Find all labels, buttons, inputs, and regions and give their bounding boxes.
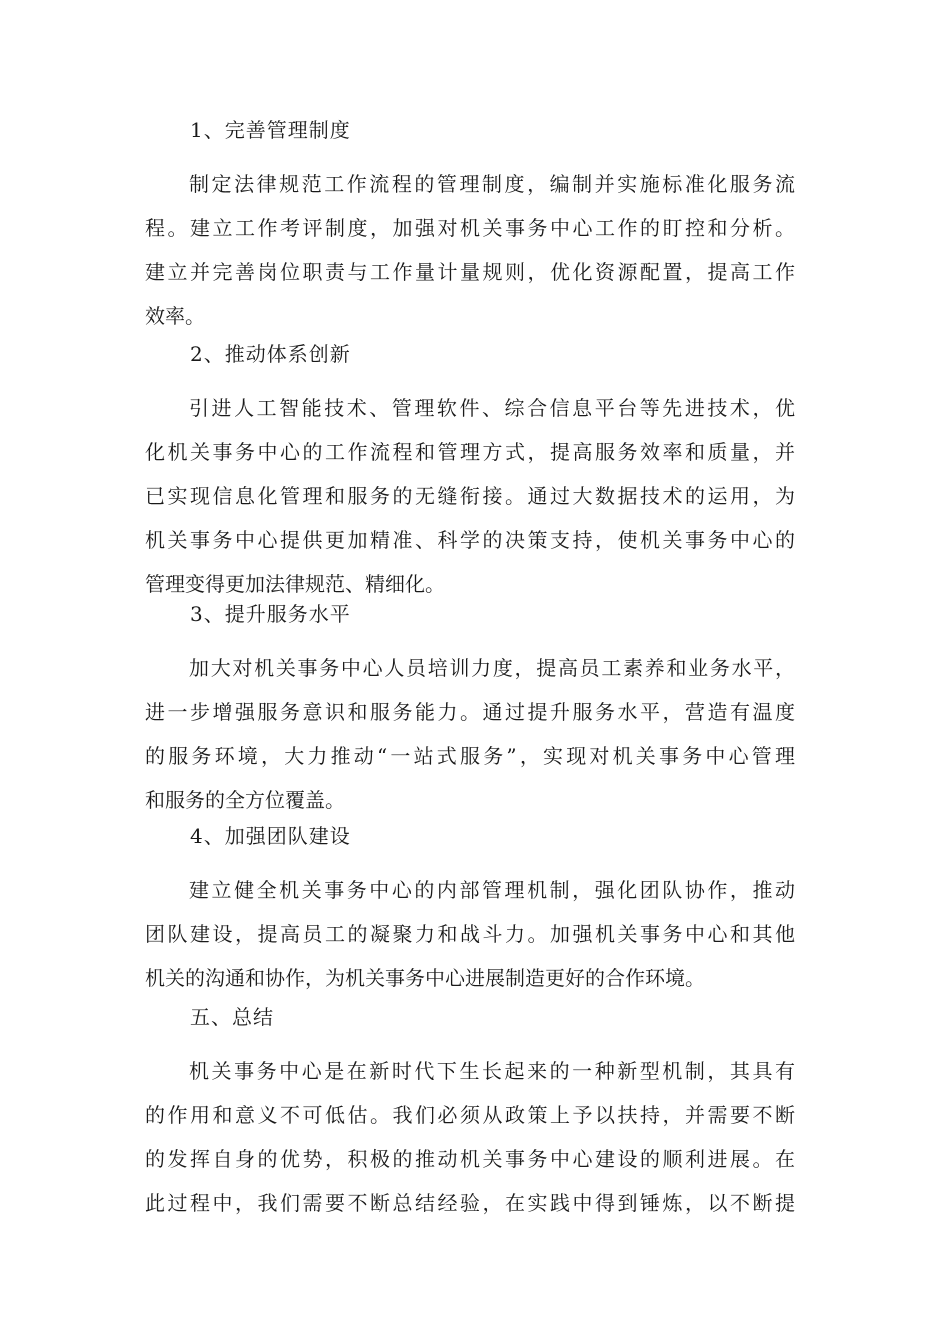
paragraph-line: 此过程中，我们需要不断总结经验，在实践中得到锤炼，以不断提 [145,1191,795,1215]
section-heading-4: 4、加强团队建设 [190,824,351,848]
paragraph-line: 建立健全机关事务中心的内部管理机制，强化团队协作，推动 [189,878,795,902]
paragraph-line: 制定法律规范工作流程的管理制度，编制并实施标准化服务流 [189,172,795,196]
section-heading-1: 1、完善管理制度 [190,118,351,142]
section-paragraph-1 [145,162,795,338]
paragraph-line: 的服务环境，大力推动“一站式服务”，实现对机关事务中心管理 [145,744,795,768]
section-paragraph-4 [145,868,795,1000]
paragraph-line: 引进人工智能技术、管理软件、综合信息平台等先进技术，优 [189,396,795,420]
paragraph-line: 机关事务中心提供更加精准、科学的决策支持，使机关事务中心的 [145,528,795,552]
paragraph-line: 管理变得更加法律规范、精细化。 [145,572,445,596]
section-paragraph-2 [145,386,795,606]
section-heading-5: 五、总结 [190,1005,274,1029]
paragraph-line: 加大对机关事务中心人员培训力度，提高员工素养和业务水平， [189,656,795,680]
paragraph-line: 程。建立工作考评制度，加强对机关事务中心工作的盯控和分析。 [145,216,795,240]
paragraph-line: 的作用和意义不可低估。我们必须从政策上予以扶持，并需要不断 [145,1103,795,1127]
paragraph-line: 的发挥自身的优势，积极的推动机关事务中心建设的顺利进展。在 [145,1147,795,1171]
paragraph-line: 化机关事务中心的工作流程和管理方式，提高服务效率和质量，并 [145,440,795,464]
paragraph-line: 和服务的全方位覆盖。 [145,788,345,812]
paragraph-line: 团队建设，提高员工的凝聚力和战斗力。加强机关事务中心和其他 [145,922,795,946]
paragraph-line: 效率。 [145,304,205,328]
paragraph-line: 建立并完善岗位职责与工作量计量规则，优化资源配置，提高工作 [145,260,795,284]
section-heading-2: 2、推动体系创新 [190,342,351,366]
section-paragraph-5 [145,1049,795,1225]
paragraph-line: 进一步增强服务意识和服务能力。通过提升服务水平，营造有温度 [145,700,795,724]
paragraph-line: 机关的沟通和协作，为机关事务中心进展制造更好的合作环境。 [145,966,705,990]
paragraph-line: 机关事务中心是在新时代下生长起来的一种新型机制，其具有 [189,1059,795,1083]
section-paragraph-3 [145,646,795,822]
section-heading-3: 3、提升服务水平 [190,602,351,626]
paragraph-line: 已实现信息化管理和服务的无缝衔接。通过大数据技术的运用，为 [145,484,795,508]
